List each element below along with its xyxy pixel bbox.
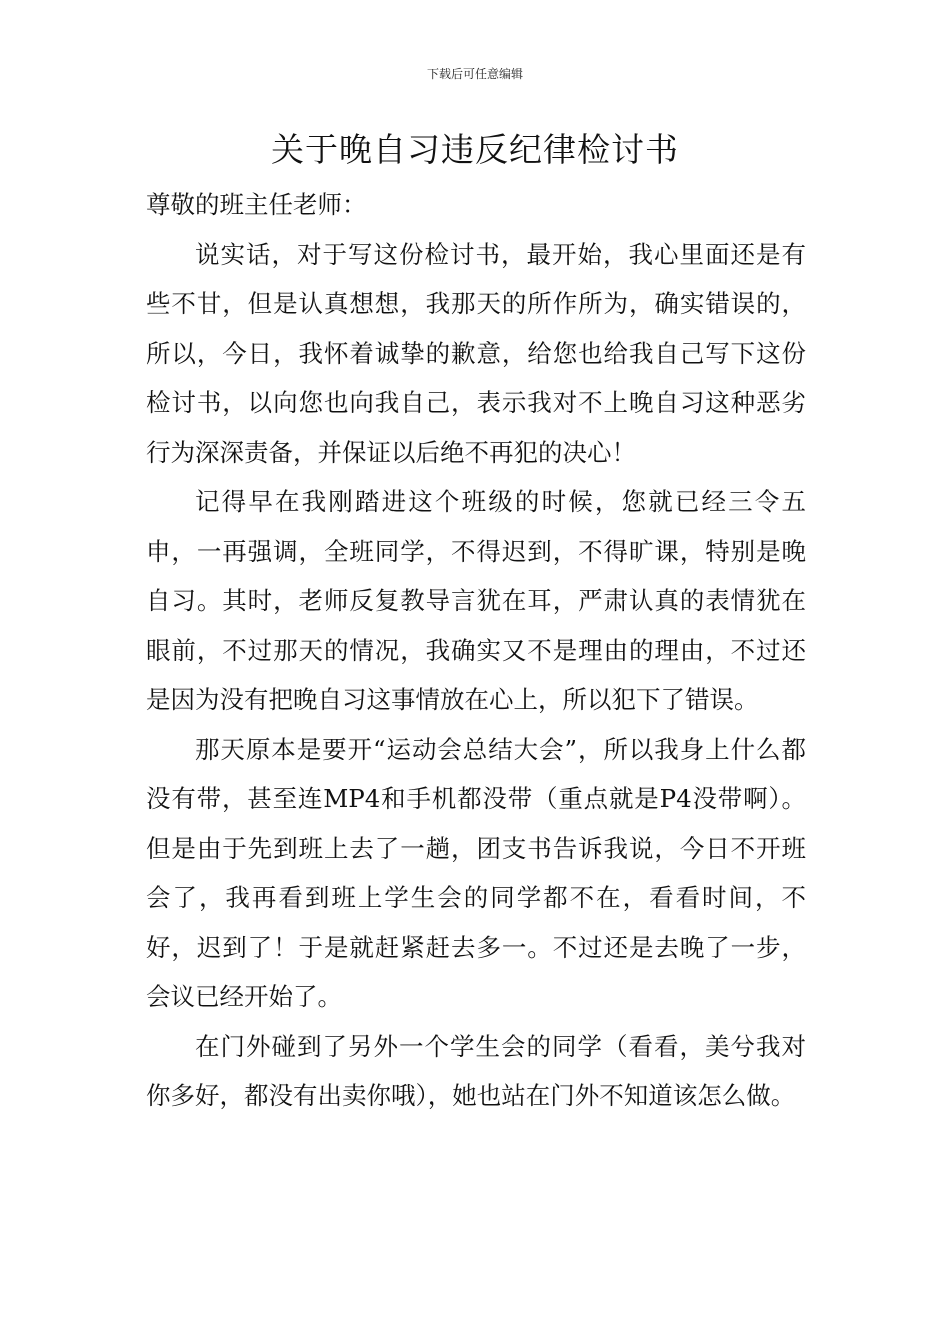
document-body bbox=[146, 180, 806, 1121]
salutation: 尊敬的班主任老师： bbox=[146, 190, 367, 219]
document-title: 关于晚自习违反纪律检讨书 bbox=[271, 130, 679, 169]
paragraph-1: 说实话，对于写这份检讨书，最开始，我心里面还是有些不甘，但是认真想想，我那天的所作所为，确实错误的，所以，今日，我怀着诚挚的歉意，给您也给我自己写下这份检讨书，以向您也向我自己，表示我对不上晚自习这种恶劣行为深深责备，并保证以后绝不再犯的决心！ bbox=[146, 239, 806, 467]
header-note: 下载后可任意编辑 bbox=[426, 67, 523, 81]
paragraph-3: 那天原本是要开“运动会总结大会”，所以我身上什么都没有带，甚至连MP4和手机都没带（重点就是P4没带啊）。但是由于先到班上去了一趟，团支书告诉我说，今日不开班会了，我再看到班上学生会的同学都不在，看看时间，不好，迟到了！于是就赶紧赶去多一。不过还是去晚了一步，会议已经开始了。 bbox=[146, 734, 806, 1011]
paragraph-4: 在门外碰到了另外一个学生会的同学（看看，美兮我对你多好，都没有出卖你哦），她也站在门外不知道该怎么做。 bbox=[146, 1031, 806, 1110]
paragraph-2: 记得早在我刚踏进这个班级的时候，您就已经三令五申，一再强调，全班同学，不得迟到，不得旷课，特别是晚自习。其时，老师反复教导言犹在耳，严肃认真的表情犹在眼前，不过那天的情况，我确实又不是理由的理由，不过还是因为没有把晚自习这事情放在心上，所以犯下了错误。 bbox=[146, 487, 806, 714]
